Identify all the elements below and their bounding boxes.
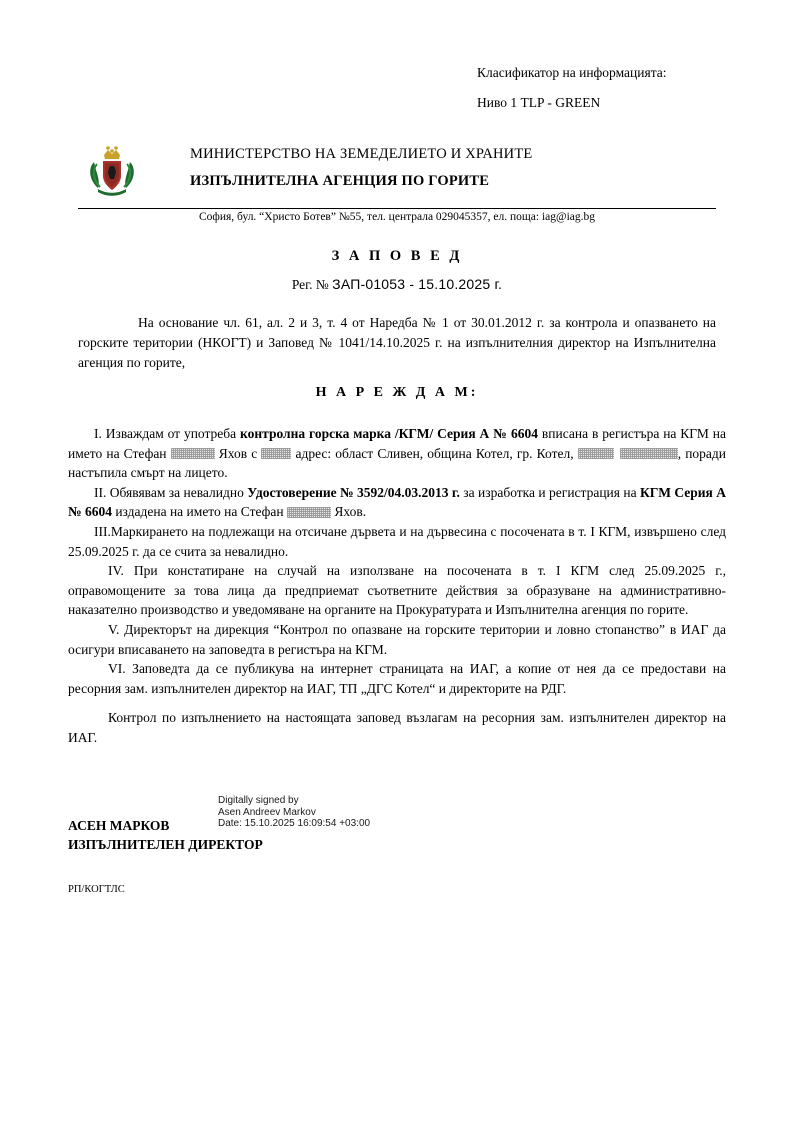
clause-1-bold-1: контролна горска марка /КГМ/ Серия А № 6604 [240, 426, 539, 441]
signature-line-1: Digitally signed by [218, 795, 299, 806]
clause-1-text-1: I. Изваждам от употреба [94, 426, 241, 441]
clause-6: VI. Заповедта да се публикува на интернет страницата на ИАГ, а копие от нея да се предостави на ресорния зам. изпълнителен директор на ИАГ, ТП „ДГС Котел“ и директорите на РДГ. [68, 661, 726, 696]
registration-line [78, 276, 716, 293]
clauses-body [68, 424, 726, 748]
clause-2-bold-2: КГМ Серия А № 6604 [68, 484, 726, 520]
coat-of-arms-icon [86, 142, 138, 198]
classification-line-1: Класификатор на информацията: [477, 65, 667, 80]
redaction-bar [171, 448, 215, 459]
header-divider [78, 208, 716, 209]
classification-block [477, 58, 667, 118]
legal-basis-paragraph: На основание чл. 61, ал. 2 и 3, т. 4 от Наредба № 1 от 30.01.2012 г. за контрола и опазването на горските територии (НКОГТ) и Заповед № 1041/14.10.2025 г. на изпълнителния директор на Изпълнителна агенция по горите, [78, 315, 716, 370]
agency-name: ИЗПЪЛНИТЕЛНА АГЕНЦИЯ ПО ГОРИТЕ [190, 173, 490, 189]
document-title: З А П О В Е Д [331, 248, 463, 264]
clause-1-text-3: Яхов с [214, 445, 262, 461]
order-keyword: Н А Р Е Ж Д А М: [315, 385, 479, 400]
clause-2-text-3: издадена на името на Стефан [111, 504, 287, 520]
clause-3: III.Маркирането на подлежащи на отсичане дървета и на дървесина с посочената в т. I КГМ, извършено след 25.09.2025 г. да се счита за невалидно. [68, 523, 726, 559]
clause-2-text-4: Яхов. [330, 504, 367, 520]
clause-4: IV. При констатиране на случай на използване на посочената в т. I КГМ след 25.09.2025 г., оправомощените за това лица да предприемат съответните действия за образуване на административно-наказателно производство и уведомяване на органите на Прокуратурата и Изпълнителна агенция по горите. [68, 563, 726, 618]
clause-1-text-2: вписана в регистъра на КГМ на името на Стефан [68, 426, 727, 461]
signatory-position: ИЗПЪЛНИТЕЛЕН ДИРЕКТОР [68, 837, 263, 852]
clause-1-text-5: , поради настъпила смърт на лицето. [68, 445, 727, 481]
document-header [78, 140, 716, 198]
signature-line-3: Date: 15.10.2025 16:09:54 +03:00 [218, 818, 371, 829]
registration-label: Рег. № [291, 277, 329, 292]
clause-1 [68, 424, 726, 483]
clause-1-text-4: адрес: област Сливен, община Котел, гр. Котел, [291, 445, 578, 461]
redaction-bar [620, 448, 678, 459]
redaction-bar [261, 448, 291, 459]
clause-7-control: Контрол по изпълнението на настоящата заповед възлагам на ресорния зам. изпълнителен директор на ИАГ. [68, 710, 726, 745]
redaction-bar [578, 448, 614, 459]
registration-number: ЗАП-01053 - 15.10.2025 г. [332, 276, 503, 292]
signature-line-2: Asen Andreev Markov [218, 806, 316, 818]
redaction-bar [287, 507, 331, 518]
clause-2-text-1: II. Обявявам за невалидно [94, 484, 248, 500]
agency-contact-line: София, бул. “Христо Ботев” №55, тел. централа 029045357, ел. поща: iag@iag.bg [198, 211, 596, 223]
footer-reference-code: РП/КОГТЛС [68, 884, 125, 895]
clause-2-text-2: за изработка и регистрация на [459, 484, 641, 500]
signatory-name: АСЕН МАРКОВ [68, 818, 170, 833]
classification-line-2: Ниво 1 TLP - GREEN [477, 95, 601, 110]
clause-2-bold-1: Удостоверение № 3592/04.03.2013 г. [247, 484, 460, 500]
ministry-name: МИНИСТЕРСТВО НА ЗЕМЕДЕЛИЕТО И ХРАНИТЕ [190, 146, 533, 162]
clause-5: V. Директорът на дирекция “Контрол по опазване на горските територии и ловно стопанство” в ИАГ да осигури вписаването на заповедта в регистъра на КГМ. [68, 621, 726, 657]
clause-2 [68, 483, 726, 522]
signatory-block [68, 816, 263, 854]
